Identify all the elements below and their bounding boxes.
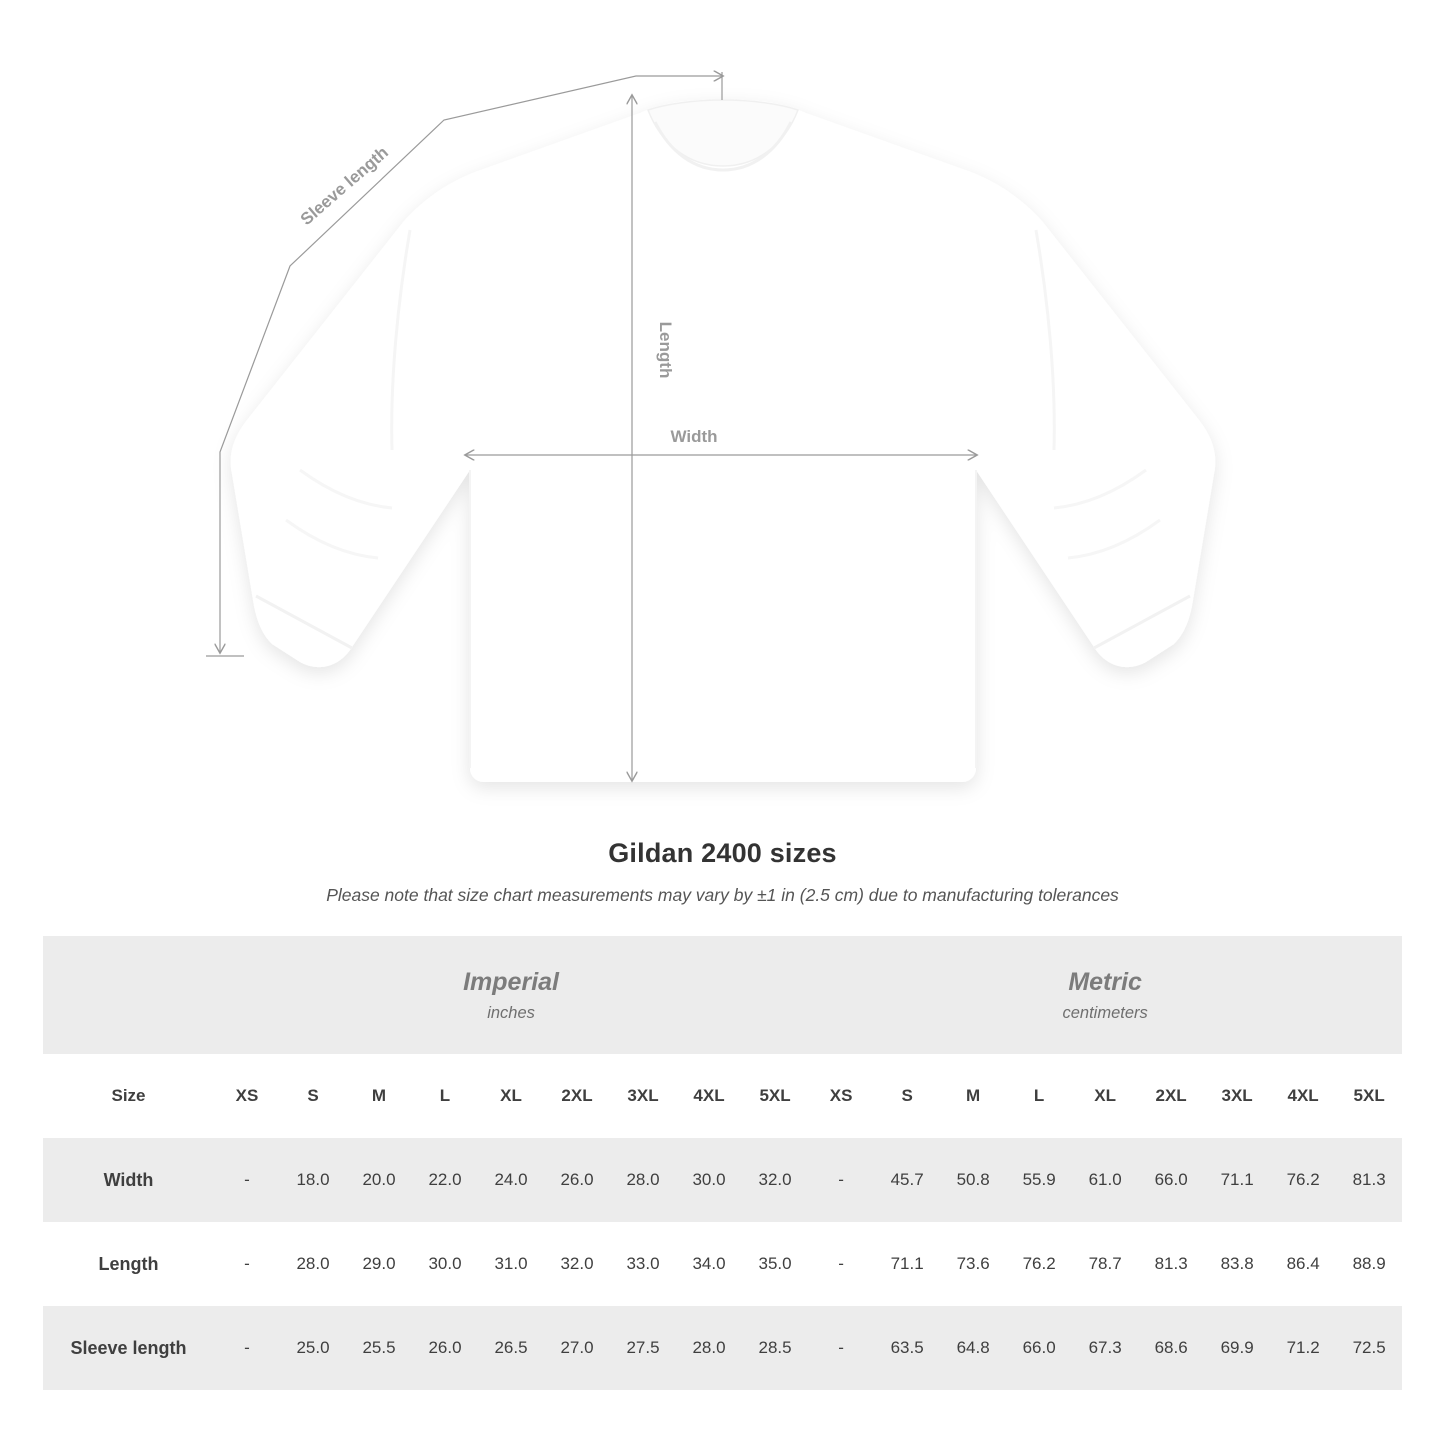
cell-length-imperial-2: 29.0 [346, 1222, 412, 1306]
cell-length-imperial-7: 34.0 [676, 1222, 742, 1306]
cell-width-metric-3: 55.9 [1006, 1138, 1072, 1222]
length-label: Length [656, 321, 675, 379]
cell-width-metric-5: 66.0 [1138, 1138, 1204, 1222]
cell-sleeve-imperial-4: 26.5 [478, 1306, 544, 1390]
cell-width-metric-1: 45.7 [874, 1138, 940, 1222]
size-header-row [43, 1054, 1402, 1138]
cell-width-imperial-3: 22.0 [412, 1138, 478, 1222]
size-header-imperial-8: 5XL [742, 1054, 808, 1138]
size-header-imperial-0: XS [214, 1054, 280, 1138]
cell-sleeve-imperial-8: 28.5 [742, 1306, 808, 1390]
row-label-sleeve-length: Sleeve length [43, 1306, 214, 1390]
size-table-wrap [43, 936, 1402, 1390]
width-label: Width [670, 427, 718, 446]
table-row [43, 1138, 1402, 1222]
size-header-imperial-1: S [280, 1054, 346, 1138]
cell-sleeve-metric-0: - [808, 1306, 874, 1390]
cell-length-metric-6: 83.8 [1204, 1222, 1270, 1306]
table-row [43, 1306, 1402, 1390]
size-header-metric-2: M [940, 1054, 1006, 1138]
cell-width-imperial-6: 28.0 [610, 1138, 676, 1222]
size-header-imperial-6: 3XL [610, 1054, 676, 1138]
tolerance-note: Please note that size chart measurements may vary by ±1 in (2.5 cm) due to manufacturing tolerances [326, 885, 1119, 905]
size-header-metric-5: 2XL [1138, 1054, 1204, 1138]
cell-length-metric-2: 73.6 [940, 1222, 1006, 1306]
cell-width-imperial-2: 20.0 [346, 1138, 412, 1222]
cell-width-metric-0: - [808, 1138, 874, 1222]
row-label-width: Width [43, 1138, 214, 1222]
row-label-length: Length [43, 1222, 214, 1306]
unit-header-spacer [43, 936, 214, 1054]
size-chart-table [43, 936, 1402, 1390]
unit-header-imperial [214, 936, 808, 1054]
imperial-sub: inches [487, 1004, 535, 1023]
cell-width-imperial-1: 18.0 [280, 1138, 346, 1222]
size-header-metric-3: L [1006, 1054, 1072, 1138]
cell-sleeve-imperial-7: 28.0 [676, 1306, 742, 1390]
cell-length-metric-5: 81.3 [1138, 1222, 1204, 1306]
sleeve-length-label: Sleeve length [296, 142, 392, 229]
cell-sleeve-metric-7: 71.2 [1270, 1306, 1336, 1390]
cell-length-imperial-4: 31.0 [478, 1222, 544, 1306]
cell-width-metric-2: 50.8 [940, 1138, 1006, 1222]
cell-length-imperial-1: 28.0 [280, 1222, 346, 1306]
table-row [43, 1222, 1402, 1306]
title-block [0, 838, 1445, 906]
imperial-name: Imperial [463, 967, 559, 996]
cell-width-metric-8: 81.3 [1336, 1138, 1402, 1222]
metric-name: Metric [1068, 967, 1142, 996]
cell-sleeve-metric-6: 69.9 [1204, 1306, 1270, 1390]
metric-sub: centimeters [1062, 1004, 1148, 1023]
size-header-imperial-2: M [346, 1054, 412, 1138]
cell-length-metric-1: 71.1 [874, 1222, 940, 1306]
cell-length-metric-3: 76.2 [1006, 1222, 1072, 1306]
size-header-imperial-4: XL [478, 1054, 544, 1138]
cell-length-imperial-5: 32.0 [544, 1222, 610, 1306]
cell-sleeve-imperial-6: 27.5 [610, 1306, 676, 1390]
cell-length-metric-7: 86.4 [1270, 1222, 1336, 1306]
cell-width-imperial-4: 24.0 [478, 1138, 544, 1222]
cell-length-metric-4: 78.7 [1072, 1222, 1138, 1306]
size-header-metric-7: 4XL [1270, 1054, 1336, 1138]
size-header-label: Size [43, 1054, 214, 1138]
cell-sleeve-imperial-0: - [214, 1306, 280, 1390]
unit-header-row [43, 936, 1402, 1054]
cell-sleeve-metric-5: 68.6 [1138, 1306, 1204, 1390]
unit-header-metric [808, 936, 1402, 1054]
cell-width-imperial-7: 30.0 [676, 1138, 742, 1222]
cell-length-metric-8: 88.9 [1336, 1222, 1402, 1306]
cell-width-metric-4: 61.0 [1072, 1138, 1138, 1222]
cell-length-imperial-3: 30.0 [412, 1222, 478, 1306]
cell-sleeve-imperial-5: 27.0 [544, 1306, 610, 1390]
cell-width-imperial-0: - [214, 1138, 280, 1222]
size-header-imperial-7: 4XL [676, 1054, 742, 1138]
cell-width-imperial-8: 32.0 [742, 1138, 808, 1222]
cell-sleeve-metric-3: 66.0 [1006, 1306, 1072, 1390]
cell-sleeve-metric-8: 72.5 [1336, 1306, 1402, 1390]
shirt-shape [231, 100, 1216, 782]
cell-length-metric-0: - [808, 1222, 874, 1306]
cell-sleeve-metric-1: 63.5 [874, 1306, 940, 1390]
size-header-metric-0: XS [808, 1054, 874, 1138]
page-title: Gildan 2400 sizes [608, 838, 837, 868]
cell-length-imperial-8: 35.0 [742, 1222, 808, 1306]
cell-width-metric-7: 76.2 [1270, 1138, 1336, 1222]
cell-sleeve-imperial-2: 25.5 [346, 1306, 412, 1390]
cell-sleeve-metric-4: 67.3 [1072, 1306, 1138, 1390]
cell-length-imperial-6: 33.0 [610, 1222, 676, 1306]
size-header-metric-8: 5XL [1336, 1054, 1402, 1138]
size-header-metric-1: S [874, 1054, 940, 1138]
size-header-imperial-3: L [412, 1054, 478, 1138]
size-header-metric-6: 3XL [1204, 1054, 1270, 1138]
cell-sleeve-imperial-1: 25.0 [280, 1306, 346, 1390]
size-header-metric-4: XL [1072, 1054, 1138, 1138]
size-header-imperial-5: 2XL [544, 1054, 610, 1138]
cell-length-imperial-0: - [214, 1222, 280, 1306]
cell-sleeve-metric-2: 64.8 [940, 1306, 1006, 1390]
cell-width-metric-6: 71.1 [1204, 1138, 1270, 1222]
cell-sleeve-imperial-3: 26.0 [412, 1306, 478, 1390]
cell-width-imperial-5: 26.0 [544, 1138, 610, 1222]
